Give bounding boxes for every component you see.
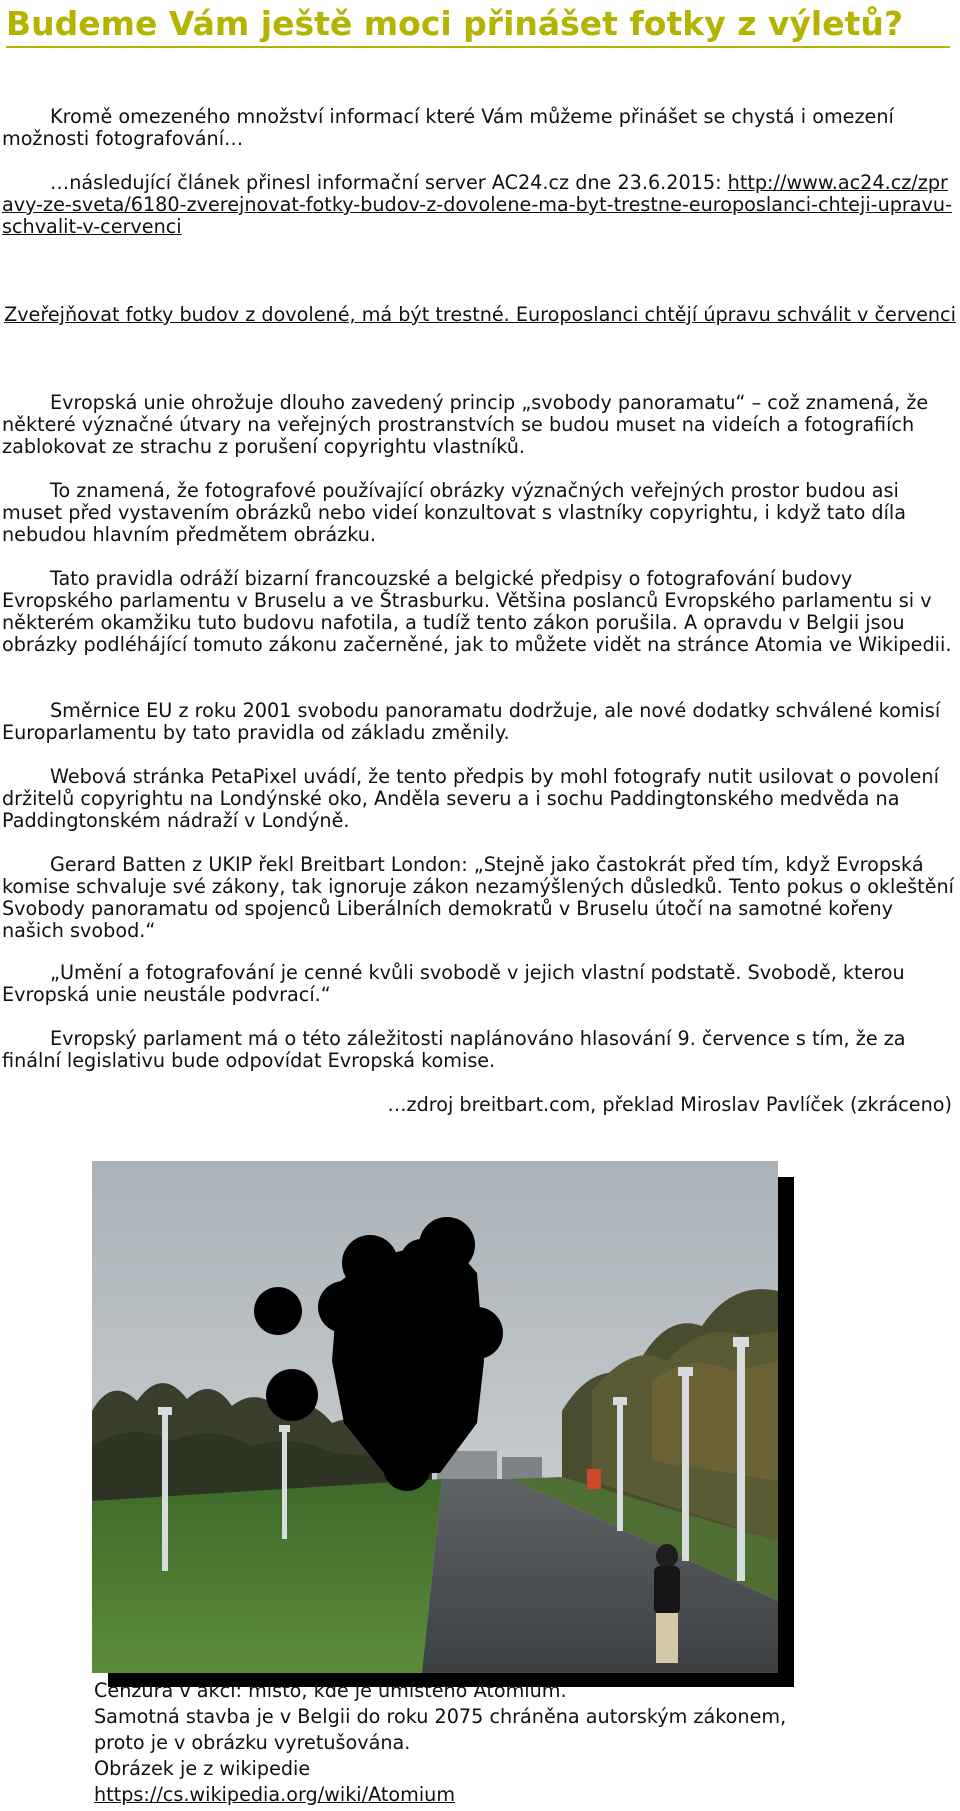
caption-line-1: Cenzura v akci: místo, kde je umístěno Atomium. (94, 1679, 567, 1702)
atomium-photo-frame (92, 1161, 794, 1687)
article-paragraph-2: To znamená, že fotografové používající obrázky význačných veřejných prostor budou asi muset před vystavením obrázků nebo videí konzultovat s vlastníky copyrightu, i když tato díla nebudou hlavním předmětem obrázku. (2, 479, 907, 546)
article-paragraph-3: Tato pravidla odráží bizarní francouzské a belgické předpisy o fotografování budovy Evropského parlamentu v Bruselu a ve Štrasburku. Většina poslanců Evropského parlamentu si v některém okamžiku tuto budovu nafotila, a tudíž tento zákon porušila. A opravdu v Belgii jsou obrázky podléhájící tomuto zákonu začerněné, jak to můžete vidět na stránce Atomia ve Wikipedii. (2, 567, 952, 656)
wikipedia-atomium-link[interactable]: https://cs.wikipedia.org/wiki/Atomium (94, 1783, 456, 1806)
photo-caption (94, 1678, 934, 1808)
article-headline (2, 304, 958, 326)
article-paragraph-5: Webová stránka PetaPixel uvádí, že tento předpis by mohl fotografy nutit usilovat o povolení držitelů copyrightu na Londýnské oko, Anděla severu a i sochu Paddingtonského medvěda na Paddingtonském nádraží v Londýně. (2, 765, 939, 832)
page-title: Budeme Vám ještě moci přinášet fotky z výletů? (6, 2, 950, 48)
article-paragraph-7: „Umění a fotografování je cenné kvůli svobodě v jejich vlastní podstatě. Svobodě, kterou Evropská unie neustále podvrací.“ (2, 961, 905, 1006)
photo-illustration (92, 1161, 778, 1673)
caption-line-3: proto je v obrázku vyretušována. (94, 1731, 411, 1754)
article-paragraph-4: Směrnice EU z roku 2001 svobodu panoramatu dodržuje, ale nové dodatky schválené komisí Europarlamentu by tato pravidla od základu změnily. (2, 699, 941, 744)
caption-line-4: Obrázek je z wikipedie (94, 1757, 311, 1780)
caption-line-2: Samotná stavba je v Belgii do roku 2075 chráněna autorským zákonem, (94, 1705, 787, 1728)
intro-text: Kromě omezeného množství informací které Vám můžeme přinášet se chystá i omezení možnosti fotografování… (2, 105, 894, 150)
article-paragraph-6: Gerard Batten z UKIP řekl Breitbart London: „Stejně jako častokrát před tím, když Evropská komise schvaluje své zákony, tak ignoruje zákon nezamýšlených důsledků. Tento pokus o okleštění Svobody panoramatu od spojenců Liberálních demokratů v Bruselu útočí na samotné kořeny našich svobod.“ (2, 853, 954, 942)
source-paragraph (2, 172, 958, 238)
article-source-credit: …zdroj breitbart.com, překlad Miroslav Pavlíček (zkráceno) (387, 1093, 952, 1116)
intro-paragraph (2, 106, 958, 150)
atomium-censored-photo (92, 1161, 778, 1673)
source-text: …následující článek přinesl informační server AC24.cz dne 23.6.2015: (50, 171, 728, 194)
article-paragraph-1: Evropská unie ohrožuje dlouho zavedený princip „svobody panoramatu“ – což znamená, že některé význačné útvary na veřejných prostranstvích se budou muset na videích a fotografiích zablokovat ze strachu z porušení copyrightu vlastníků. (2, 391, 929, 458)
article-headline-link[interactable]: Zveřejňovat fotky budov z dovolené, má být trestné. Europoslanci chtějí úpravu schválit v červenci (4, 303, 956, 326)
article-paragraph-8: Evropský parlament má o této záležitosti naplánováno hlasování 9. července s tím, že za finální legislativu bude odpovídat Evropská komise. (2, 1027, 906, 1072)
ac24-article-link[interactable]: http://www.ac24.cz/zpravy-ze-sveta/6180-zverejnovat-fotky-budov-z-dovolene-ma-byt-trestne-europoslanci-chteji-upravu-schvalit-v-cervenci (2, 171, 952, 238)
